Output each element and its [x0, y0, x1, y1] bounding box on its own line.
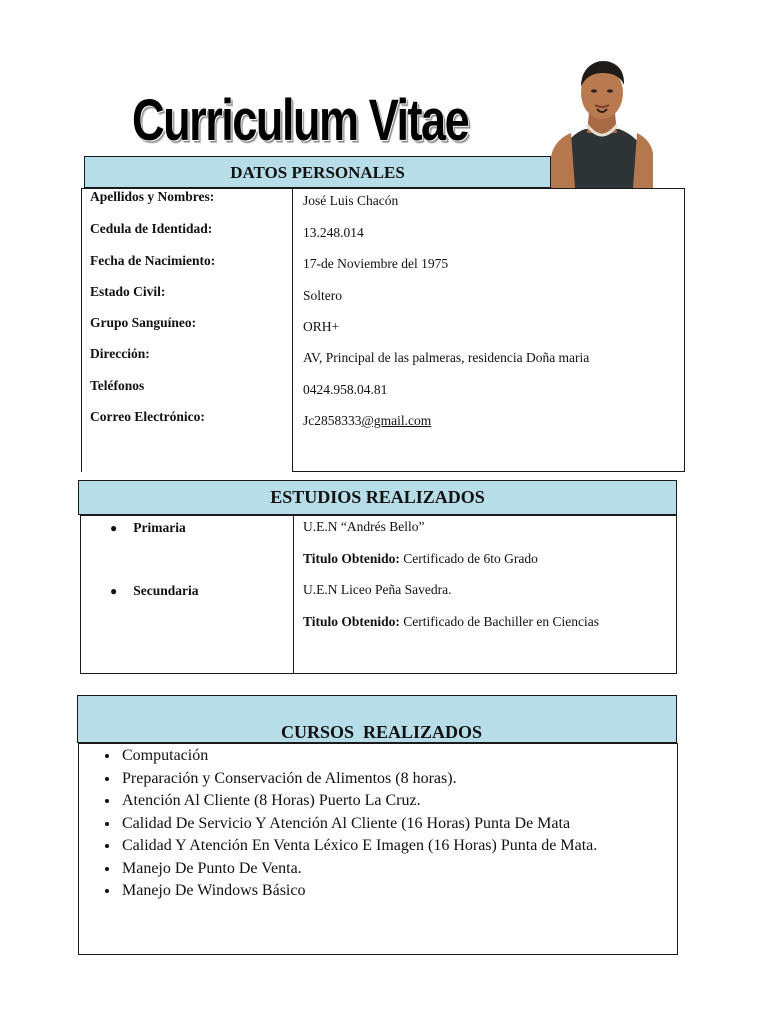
datos-personales-heading-text: DATOS PERSONALES: [230, 163, 405, 182]
primaria-label: Primaria: [133, 520, 186, 535]
list-item: • Calidad De Servicio Y Atención Al Cliente (16 Horas) Punta De Mata: [120, 813, 660, 836]
estudios-heading-text: ESTUDIOS REALIZADOS: [270, 487, 485, 507]
label-apellidos: Apellidos y Nombres:: [90, 189, 215, 204]
list-item: • Calidad Y Atención En Venta Léxico E Imagen (16 Horas) Punta de Mata.: [120, 835, 660, 858]
cursos-list: [80, 745, 660, 903]
estudios-primaria: [110, 519, 186, 537]
email-link[interactable]: @gmail.com: [361, 413, 432, 428]
value-apellidos: José Luis Chacón: [303, 193, 399, 208]
email-user: Jc2858333: [303, 413, 362, 428]
list-item: • Manejo De Windows Básico: [120, 880, 660, 903]
value-fecha-nacimiento: 17-de Noviembre del 1975: [303, 256, 449, 271]
list-item: • Computación: [120, 745, 660, 768]
page-title: Curriculum Vitae: [132, 88, 469, 153]
label-cedula: Cedula de Identidad:: [90, 221, 213, 236]
value-correo: [303, 413, 431, 429]
label-correo: Correo Electrónico:: [90, 409, 205, 424]
datos-personales-divider: [292, 188, 293, 472]
cursos-heading-text: CURSOS REALIZADOS: [280, 722, 483, 742]
estudios-divider: [293, 515, 294, 674]
datos-personales-heading: [84, 156, 551, 188]
primaria-title: [303, 551, 538, 567]
value-estado-civil: Soltero: [303, 288, 342, 303]
value-direccion: AV, Principal de las palmeras, residencia Doña maria: [303, 350, 590, 365]
cursos-heading: [77, 695, 677, 743]
label-estado-civil: Estado Civil:: [90, 284, 166, 299]
value-grupo-sanguineo: ORH+: [303, 319, 340, 334]
label-grupo-sanguineo: Grupo Sanguíneo:: [90, 315, 197, 330]
list-item: • Manejo De Punto De Venta.: [120, 858, 660, 881]
primaria-school: U.E.N “Andrés Bello”: [303, 519, 425, 534]
list-item: • Atención Al Cliente (8 Horas) Puerto La Cruz.: [120, 790, 660, 813]
secundaria-title-value: Certificado de Bachiller en Ciencias: [399, 614, 599, 629]
cursos-list-wrap: [80, 745, 660, 903]
secundaria-school: U.E.N Liceo Peña Savedra.: [303, 582, 452, 597]
label-fecha-nacimiento: Fecha de Nacimiento:: [90, 253, 216, 268]
list-item: • Preparación y Conservación de Alimentos (8 horas).: [120, 768, 660, 791]
estudios-heading: [78, 480, 677, 515]
label-telefonos: Teléfonos: [90, 378, 145, 393]
value-telefonos: 0424.958.04.81: [303, 382, 388, 397]
primaria-title-label: Titulo Obtenido:: [303, 551, 400, 566]
value-cedula: 13.248.014: [303, 225, 364, 240]
secundaria-label: Secundaria: [133, 583, 199, 598]
datos-personales-labels-cover: [82, 471, 292, 472]
bullet-dot-icon: ●: [110, 521, 118, 535]
secundaria-title: [303, 614, 599, 630]
estudios-secundaria: [110, 582, 199, 600]
bullet-dot-icon: ●: [110, 584, 118, 598]
primaria-title-value: Certificado de 6to Grado: [399, 551, 538, 566]
profile-photo: [551, 57, 653, 188]
label-direccion: Dirección:: [90, 346, 150, 361]
secundaria-title-label: Titulo Obtenido:: [303, 614, 400, 629]
